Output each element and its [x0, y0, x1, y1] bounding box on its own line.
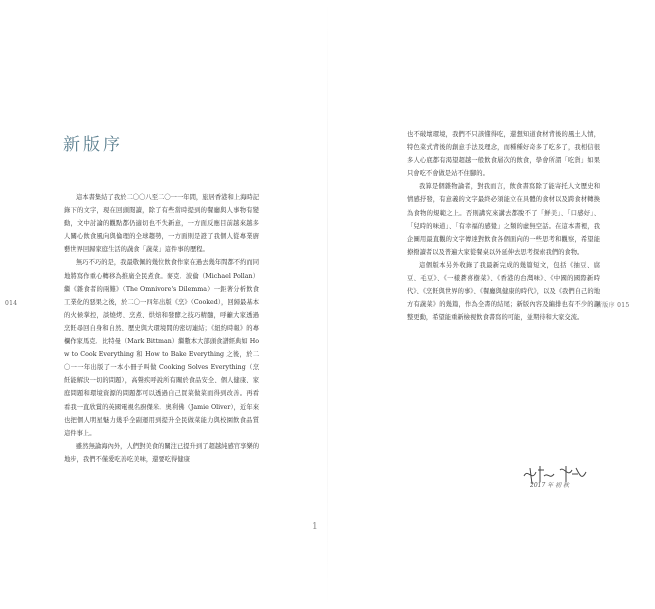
center-page-mark: 1: [312, 522, 318, 532]
signature-date: 2017 年 初 秋: [530, 482, 569, 489]
paragraph: 也不破壞環境，我們不只該懂得吃，還想知道食材背後的風土人情，特色菜式背後的創意手法及理念，而種種好奇多了吃多了，我相信很多人心底都有渴望超越一般飲食層次的飲食，學會所謂「吃貨」如果只會吃不會做是站不住腳的。: [407, 131, 600, 178]
paragraph: 這本書集結了我於二〇〇八至二〇一一年間，旅居香港和上海時記錄下的文字，現在回頭閱讀，除了有些當時提到的餐廳與人事物有變動，文中討論的觀點都仍適切也不失新意，一方面反應目前越來越多人關心飲食風向與倫理的全球趨勢，一方面則是證了我個人從專業廚藝世界回歸家庭生活的蔬食「蔬菜」這件事的歷程。: [64, 194, 259, 254]
page-number-right: 新版序 015: [596, 302, 630, 309]
paragraph: 我算是個雜物論者，對我而言，飲食書寫除了能寄托人文歷史和情感抒發，有意義的文字最終必須能立在具體的食材以及跨食材轉換為食物的規範之上。否則講究來講去都脫不了「鮮美」、「口感好」、「兒時的味道」、「有幸福的感覺」之類的虛無空話。在這本書裡，我企圖用最直觀的文字傳達對飲食各個面向的一些思考和觀察，希望能撩撥讀者以及普遍大家從餐桌以外延伸去思考探索我們的食物。: [407, 183, 600, 256]
paragraph: 這個版本另外收錄了我最新完成的幾篇短文，包括《抽豆、腐豆、毛豆》、《一樣蒼喜樹菜》、《香港的台灣味》、《中國的國際新時代》、《烹飪與世界的事》、《餐廳與健康的時代》，以及《我們自己的地方有蔬菜》的幾篇，作為全書的結尾；新版內容及編排也有不少的調整更動，希望能重新檢視飲食書寫的可能，並期待和大家交流。: [407, 261, 600, 322]
page-title: 新版序: [63, 135, 123, 155]
right-body-text: [407, 128, 600, 324]
left-body-text: [64, 191, 259, 466]
paragraph: 雖然無論海內外，人們對美食的關注已提升到了超越純感官享樂的地步，我們不僅愛吃善吃美味，還要吃得健康: [64, 442, 259, 463]
paragraph: 無巧不巧的是，我最敬佩的幾位飲食作家在過去幾年間都不約而同地將寫作重心轉移為推廣全民煮食。麥克．波倫（Michael Pollan）繼《雜食者的兩難》（The Omnivore's Dilemma）一鉅著分析飲食工業化的惡果之後，於二〇一四年出版《烹》（Cooked），回歸最基本的火候掌控，談燒烤、烹煮、烘焙和發酵之技巧精髓，呼籲大家透過烹飪尋回自身和自然、歷史與大環境間的密切連結；《紐約時報》的專欄作家馬克．比特曼（Mark Bittman）繼數本大部頭食譜經典如 How to Cook Everything 和 How to Bake Everything 之後，於二〇一一年出版了一本小冊子叫做 Cooking Solves Everything（烹飪能解決一切的問題），高聲疾呼說所有關於食品安全、個人健康、家庭問題和環境資源的問題都可以透過自己買菜做菜而得到改善。再看看我一直欣賞的英國電視名廚傑米．奧利佛（Jamie Oliver），近年來也把個人明星魅力幾乎全副運用到提升全民做菜能力與校園飲食品質這件事上。: [64, 259, 259, 437]
page-number-left: 014: [5, 300, 18, 307]
